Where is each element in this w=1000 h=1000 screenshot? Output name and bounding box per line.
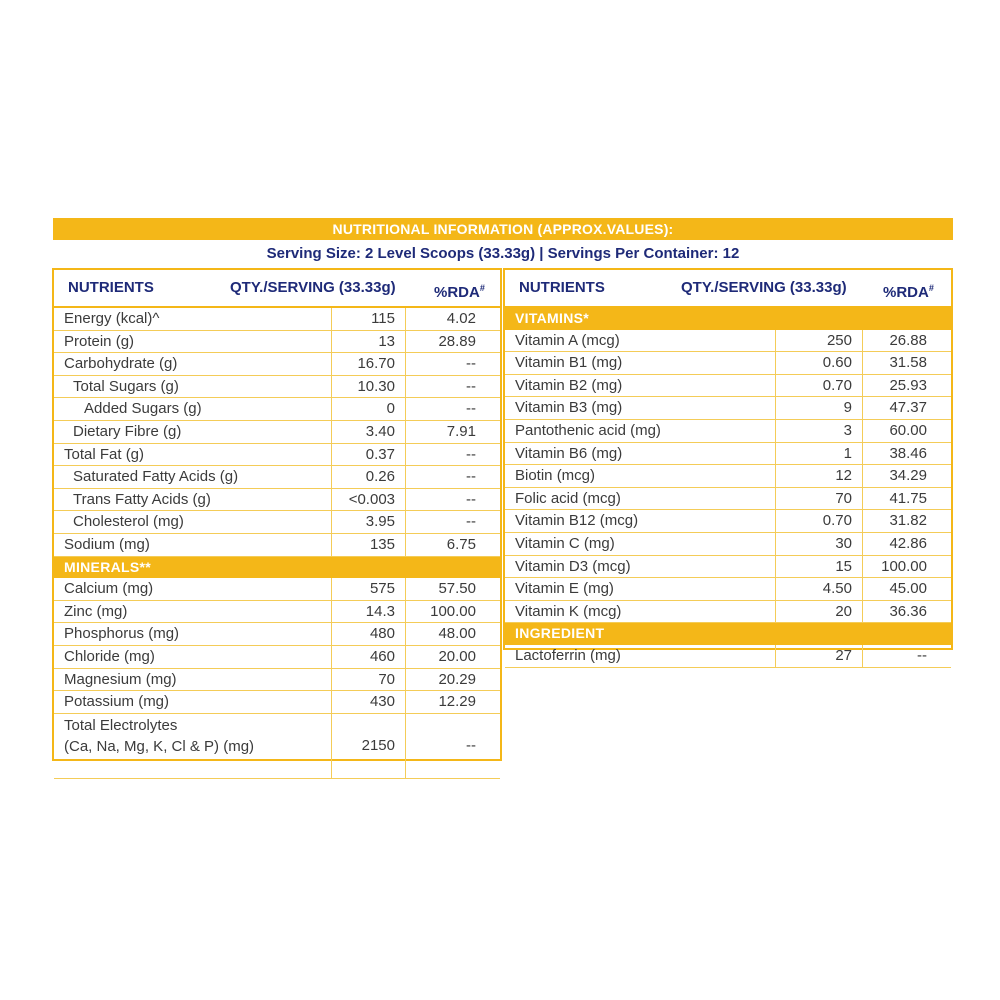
qty-value: 250: [826, 331, 852, 349]
rda-value: 48.00: [438, 625, 476, 643]
serving-info: Serving Size: 2 Level Scoops (33.33g) | Servings Per Container: 12: [266, 245, 740, 262]
nutrient-name: Vitamin B3 (mg): [515, 399, 623, 417]
table-row: [54, 646, 500, 669]
qty-value: 1: [843, 444, 852, 462]
rda-value: 31.58: [889, 354, 927, 372]
rda-value: --: [466, 513, 476, 531]
col-header-rda-mark: #: [479, 283, 485, 293]
nutrient-name: Vitamin D3 (mcg): [515, 557, 631, 575]
table-row: [505, 556, 951, 579]
section-vitamins: VITAMINS*: [505, 308, 951, 330]
rda-value: 31.82: [889, 512, 927, 530]
nutrient-name: Saturated Fatty Acids (g): [73, 468, 239, 486]
rda-value: 26.88: [889, 331, 927, 349]
qty-value: 135: [369, 535, 395, 553]
rda-value: --: [466, 468, 476, 486]
qty-value: 0.60: [822, 354, 852, 372]
rda-value: 38.46: [889, 444, 927, 462]
table-row: [54, 578, 500, 601]
nutrient-name: Trans Fatty Acids (g): [73, 490, 211, 508]
rda-value: 12.29: [438, 693, 476, 711]
qty-value: 14.3: [365, 602, 395, 620]
nutrient-name: Folic acid (mcg): [515, 489, 621, 507]
nutrient-name: Vitamin B2 (mg): [515, 376, 623, 394]
rda-value: 4.02: [446, 310, 476, 327]
qty-value: 12: [835, 467, 852, 485]
qty-value: 0: [386, 400, 395, 418]
qty-value: 20: [835, 602, 852, 620]
rda-value: 45.00: [889, 580, 927, 598]
table-row: [505, 443, 951, 466]
table-row: [54, 398, 500, 421]
section-ingredient: INGREDIENT: [505, 623, 951, 645]
qty-value: 9: [843, 399, 852, 417]
table-row: [54, 308, 500, 331]
table-row: [54, 376, 500, 399]
nutrient-name: Potassium (mg): [64, 693, 170, 711]
nutrient-name: Vitamin E (mg): [515, 580, 614, 598]
table-row: [54, 353, 500, 376]
table-row: [505, 510, 951, 533]
table-row: [505, 488, 951, 511]
nutrient-name: Sodium (mg): [64, 535, 150, 553]
qty-value: 27: [835, 646, 852, 664]
nutrient-name: Biotin (mcg): [515, 467, 596, 485]
nutrient-name: Zinc (mg): [64, 602, 128, 620]
rda-value: --: [466, 400, 476, 418]
qty-value: 10.30: [357, 377, 395, 395]
nutrient-name: Vitamin B6 (mg): [515, 444, 623, 462]
nutrient-name: Magnesium (mg): [64, 670, 177, 688]
table-row: [54, 511, 500, 534]
table-row: [505, 330, 951, 353]
qty-value: 0.37: [365, 445, 395, 463]
qty-value: 0.70: [822, 512, 852, 530]
nutrient-name: Vitamin K (mcg): [515, 602, 622, 620]
qty-value: 30: [835, 534, 852, 552]
table-row: [505, 578, 951, 601]
rda-value: --: [466, 355, 476, 373]
qty-value: 70: [378, 670, 395, 688]
qty-value: 16.70: [357, 355, 395, 373]
rda-value: 34.29: [889, 467, 927, 485]
nutrient-name: Carbohydrate (g): [64, 355, 178, 373]
nutrient-name: Added Sugars (g): [84, 400, 202, 418]
table-row: [54, 421, 500, 444]
nutrient-name: Vitamin B1 (mg): [515, 354, 623, 372]
col-header-nutrients: NUTRIENTS: [68, 279, 154, 296]
rda-value: 28.89: [438, 332, 476, 350]
qty-value: 430: [369, 693, 395, 711]
table-row: [54, 489, 500, 512]
rda-value: 25.93: [889, 376, 927, 394]
table-row: [505, 420, 951, 443]
nutrient-name: Phosphorus (mg): [64, 625, 180, 643]
nutrient-name: Vitamin A (mcg): [515, 331, 620, 349]
table-row: [54, 534, 500, 557]
nutrient-name: Vitamin B12 (mcg): [515, 512, 639, 530]
left-nutrition-table: [52, 268, 502, 761]
nutrient-name: Pantothenic acid (mg): [515, 421, 661, 439]
qty-value: 3: [843, 421, 852, 439]
col-header-nutrients: NUTRIENTS: [519, 279, 605, 296]
nutrient-name: Protein (g): [64, 332, 135, 350]
rda-value: 36.36: [889, 602, 927, 620]
qty-value: 13: [378, 332, 395, 350]
table-row: [505, 397, 951, 420]
nutrient-name: Energy (kcal)^: [64, 310, 160, 327]
rda-value: 6.75: [446, 535, 476, 553]
table-row: [54, 466, 500, 489]
qty-value: <0.003: [348, 490, 395, 508]
nutrient-name: Dietary Fibre (g): [73, 422, 182, 440]
table-row: [54, 601, 500, 624]
qty-value: 115: [371, 310, 395, 327]
rda-value: 57.50: [438, 580, 476, 598]
rda-value: --: [466, 445, 476, 463]
table-row: [505, 645, 951, 668]
qty-value: 15: [835, 557, 852, 575]
qty-value: 70: [835, 489, 852, 507]
nutrient-name-line1: Total Electrolytes: [64, 716, 178, 734]
rda-value: --: [466, 377, 476, 395]
nutrient-name: Total Sugars (g): [73, 377, 179, 395]
rda-value: 20.29: [438, 670, 476, 688]
qty-value: 460: [369, 647, 395, 665]
nutrient-name: Cholesterol (mg): [73, 513, 184, 531]
rda-value: 41.75: [889, 489, 927, 507]
table-row: [54, 331, 500, 354]
rda-value: 42.86: [889, 534, 927, 552]
rda-value: --: [466, 736, 476, 754]
table-row: [505, 465, 951, 488]
col-header-qty: QTY./SERVING (33.33g): [681, 279, 847, 296]
rda-value: 47.37: [889, 399, 927, 417]
qty-value: 4.50: [822, 580, 852, 598]
rda-value: --: [917, 646, 927, 664]
table-row: [54, 714, 500, 779]
nutrient-name: Calcium (mg): [64, 580, 154, 598]
table-title: NUTRITIONAL INFORMATION (APPROX.VALUES):: [53, 218, 953, 240]
table-row: [54, 669, 500, 692]
qty-value: 3.95: [365, 513, 395, 531]
qty-value: 480: [369, 625, 395, 643]
nutrient-name: [64, 715, 254, 757]
nutrient-name: Vitamin C (mg): [515, 534, 615, 552]
section-minerals: MINERALS**: [54, 557, 500, 579]
rda-value: --: [466, 490, 476, 508]
right-rows: [505, 308, 951, 668]
rda-value: 20.00: [438, 647, 476, 665]
qty-value: 2150: [361, 736, 395, 754]
left-rows: [54, 308, 500, 779]
rda-value: 60.00: [889, 421, 927, 439]
nutrient-name: Chloride (mg): [64, 647, 155, 665]
rda-value: 7.91: [446, 422, 476, 440]
qty-value: 3.40: [365, 422, 395, 440]
col-header-rda-label: %RDA: [434, 284, 480, 301]
col-header-rda-mark: #: [928, 283, 934, 293]
rda-value: 100.00: [881, 557, 927, 575]
nutrient-name-line2: (Ca, Na, Mg, K, Cl & P) (mg): [64, 737, 255, 755]
qty-value: 575: [369, 580, 395, 598]
rda-value: 100.00: [430, 602, 476, 620]
table-row: [54, 623, 500, 646]
table-row: [54, 444, 500, 467]
nutrient-name: Lactoferrin (mg): [515, 646, 621, 664]
qty-value: 0.70: [822, 376, 852, 394]
table-row: [54, 691, 500, 714]
col-header-rda: [434, 270, 485, 306]
right-nutrition-table: [503, 268, 953, 664]
col-header-qty: QTY./SERVING (33.33g): [230, 279, 396, 296]
table-row: [505, 601, 951, 624]
col-header-rda-label: %RDA: [883, 284, 929, 301]
table-row: [505, 375, 951, 398]
nutrient-name: Total Fat (g): [64, 445, 145, 463]
table-row: [505, 533, 951, 556]
col-header-rda: [883, 270, 934, 306]
table-row: [505, 352, 951, 375]
qty-value: 0.26: [365, 468, 395, 486]
